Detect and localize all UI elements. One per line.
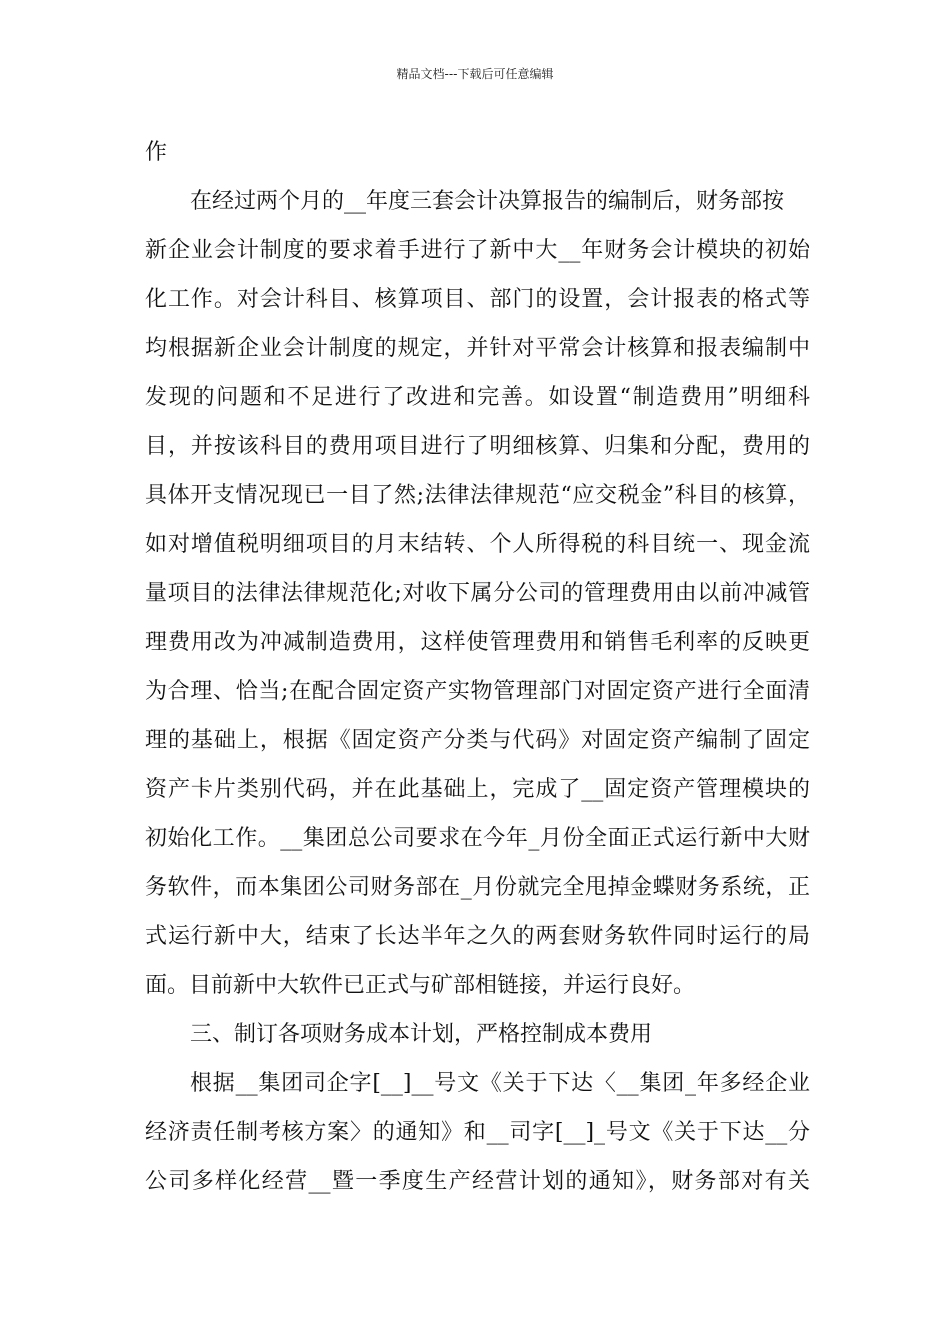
- text-line: 如对增值税明细项目的月末结转、个人所得税的科目统一、现金流: [145, 532, 810, 557]
- text-line: 根据__集团司企字[__]__号文《关于下达〈__集团_年多经企业: [190, 1071, 810, 1096]
- text-line: 作: [145, 140, 168, 165]
- text-line: 新企业会计制度的要求着手进行了新中大__年财务会计模块的初始: [145, 238, 810, 263]
- text-line: 面。目前新中大软件已正式与矿部相链接，并运行良好。: [145, 973, 696, 998]
- text-line: 理的基础上，根据《固定资产分类与代码》对固定资产编制了固定: [145, 728, 810, 753]
- section-heading: 三、制订各项财务成本计划，严格控制成本费用: [190, 1022, 653, 1047]
- text-line: 在经过两个月的__年度三套会计决算报告的编制后，财务部按: [190, 189, 785, 214]
- text-line: 资产卡片类别代码，并在此基础上，完成了__固定资产管理模块的: [145, 777, 810, 802]
- text-line: 量项目的法律法律规范化;对收下属分公司的管理费用由以前冲减管: [145, 581, 810, 606]
- text-line: 式运行新中大，结束了长达半年之久的两套财务软件同时运行的局: [145, 924, 810, 949]
- document-body: [145, 128, 810, 1206]
- text-line: 公司多样化经营__暨一季度生产经营计划的通知》，财务部对有关: [145, 1169, 810, 1194]
- text-line: 为合理、恰当;在配合固定资产实物管理部门对固定资产进行全面清: [145, 679, 810, 704]
- text-line: 化工作。对会计科目、核算项目、部门的设置，会计报表的格式等: [145, 287, 810, 312]
- text-line: 理费用改为冲减制造费用，这样使管理费用和销售毛利率的反映更: [145, 630, 810, 655]
- text-line: 务软件，而本集团公司财务部在_月份就完全甩掉金蝶财务系统，正: [145, 875, 810, 900]
- text-line: 均根据新企业会计制度的规定，并针对平常会计核算和报表编制中: [145, 336, 810, 361]
- text-line: 经济责任制考核方案〉的通知》和__司字[__]_号文《关于下达__分: [145, 1120, 810, 1145]
- text-line: 发现的问题和不足进行了改进和完善。如设置“制造费用”明细科: [145, 385, 810, 410]
- page-header: 精品文档---下载后可任意编辑: [396, 67, 554, 81]
- text-line: 目，并按该科目的费用项目进行了明细核算、归集和分配，费用的: [145, 434, 810, 459]
- text-line: 具体开支情况现已一目了然;法律法律规范“应交税金”科目的核算，: [145, 483, 810, 508]
- text-line: 初始化工作。__集团总公司要求在今年_月份全面正式运行新中大财: [145, 826, 810, 851]
